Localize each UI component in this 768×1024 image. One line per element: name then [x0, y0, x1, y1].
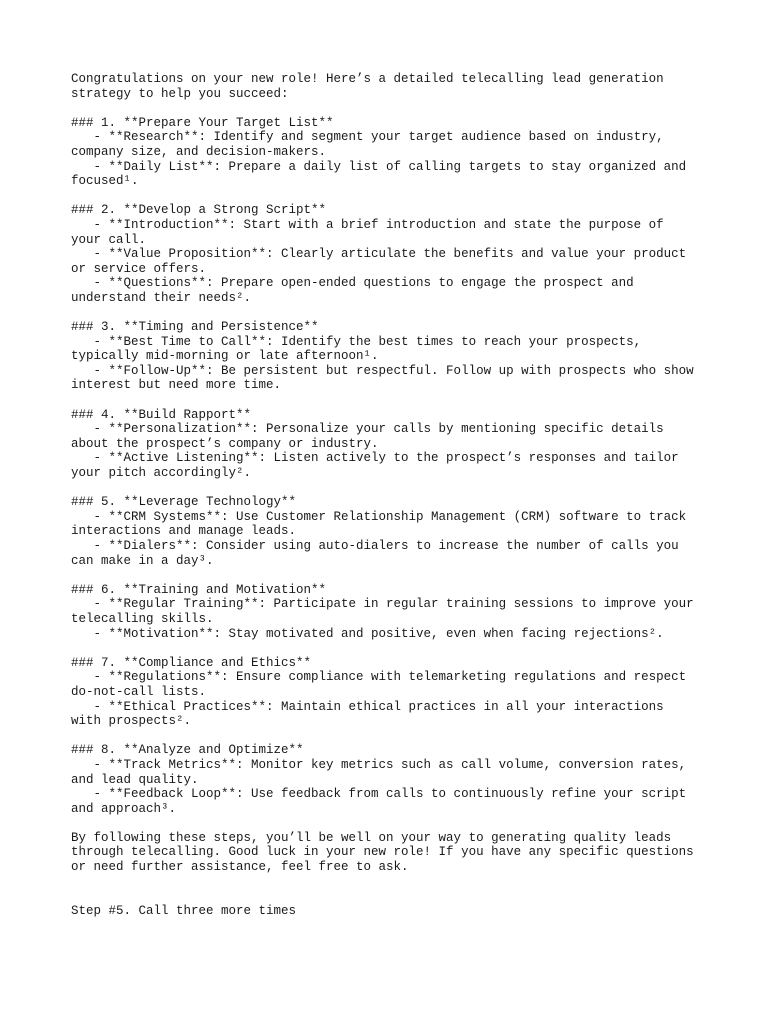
section-7	[71, 656, 711, 729]
closing-line: By following these steps, you’ll be well on your way to generating quality leads	[71, 830, 672, 845]
section-line: typically mid-morning or late afternoon¹.	[71, 349, 379, 364]
section-line: - **Questions**: Prepare open-ended questions to engage the prospect and	[71, 276, 634, 291]
section-line: - **Ethical Practices**: Maintain ethical practices in all your interactions	[71, 699, 664, 714]
section-line: - **CRM Systems**: Use Customer Relationship Management (CRM) software to track	[71, 509, 687, 524]
section-2	[71, 203, 711, 305]
section-line: - **Regulations**: Ensure compliance with telemarketing regulations and respect	[71, 670, 687, 685]
section-4	[71, 408, 711, 481]
section-line: - **Feedback Loop**: Use feedback from calls to continuously refine your script	[71, 787, 687, 802]
section-heading: ### 5. **Leverage Technology**	[71, 495, 297, 510]
section-line: with prospects².	[71, 714, 192, 729]
section-1	[71, 116, 711, 189]
section-line: do-not-call lists.	[71, 684, 207, 699]
intro-paragraph	[71, 72, 711, 101]
intro-line: Congratulations on your new role! Here’s a detailed telecalling lead generation	[71, 72, 664, 86]
document-body	[71, 72, 711, 918]
closing-paragraph	[71, 831, 711, 875]
section-line: focused¹.	[71, 174, 139, 189]
section-line: - **Personalization**: Personalize your calls by mentioning specific details	[71, 422, 664, 437]
closing-line: through telecalling. Good luck in your new role! If you have any specific questions	[71, 845, 694, 860]
section-3	[71, 320, 711, 393]
section-line: interactions and manage leads.	[71, 524, 297, 539]
section-line: - **Dialers**: Consider using auto-dialers to increase the number of calls you	[71, 539, 679, 553]
footer-note: Step #5. Call three more times	[71, 903, 297, 918]
section-6	[71, 583, 711, 641]
section-line: about the prospect’s company or industry.	[71, 436, 379, 451]
section-heading: ### 7. **Compliance and Ethics**	[71, 655, 312, 670]
section-5	[71, 495, 711, 568]
section-heading: ### 3. **Timing and Persistence**	[71, 320, 319, 335]
section-line: can make in a day³.	[71, 553, 214, 568]
section-line: interest but need more time.	[71, 378, 282, 393]
section-line: - **Research**: Identify and segment your target audience based on industry,	[71, 130, 664, 145]
intro-line: strategy to help you succeed:	[71, 86, 289, 101]
section-heading: ### 6. **Training and Motivation**	[71, 582, 327, 597]
section-line: - **Track Metrics**: Monitor key metrics such as call volume, conversion rates,	[71, 757, 687, 772]
section-line: or service offers.	[71, 261, 207, 276]
section-line: your pitch accordingly².	[71, 466, 252, 481]
section-heading: ### 1. **Prepare Your Target List**	[71, 115, 334, 130]
section-line: - **Introduction**: Start with a brief introduction and state the purpose of	[71, 217, 664, 232]
section-heading: ### 2. **Develop a Strong Script**	[71, 203, 327, 218]
section-heading: ### 8. **Analyze and Optimize**	[71, 743, 304, 758]
section-line: - **Best Time to Call**: Identify the best times to reach your prospects,	[71, 334, 642, 349]
section-8	[71, 743, 711, 816]
section-line: understand their needs².	[71, 290, 252, 305]
section-line: and approach³.	[71, 801, 177, 816]
section-line: - **Active Listening**: Listen actively to the prospect’s responses and tailor	[71, 451, 679, 466]
closing-line: or need further assistance, feel free to ask.	[71, 860, 409, 875]
section-line: - **Value Proposition**: Clearly articulate the benefits and value your product	[71, 247, 687, 262]
section-line: - **Regular Training**: Participate in regular training sessions to improve your	[71, 597, 694, 612]
section-heading: ### 4. **Build Rapport**	[71, 407, 252, 422]
section-line: - **Follow-Up**: Be persistent but respectful. Follow up with prospects who show	[71, 363, 694, 378]
section-line: - **Motivation**: Stay motivated and positive, even when facing rejections².	[71, 626, 664, 641]
section-line: and lead quality.	[71, 772, 199, 787]
section-line: - **Daily List**: Prepare a daily list of calling targets to stay organized and	[71, 159, 687, 174]
section-line: company size, and decision-makers.	[71, 144, 327, 159]
section-line: your call.	[71, 232, 147, 247]
section-line: telecalling skills.	[71, 611, 214, 626]
